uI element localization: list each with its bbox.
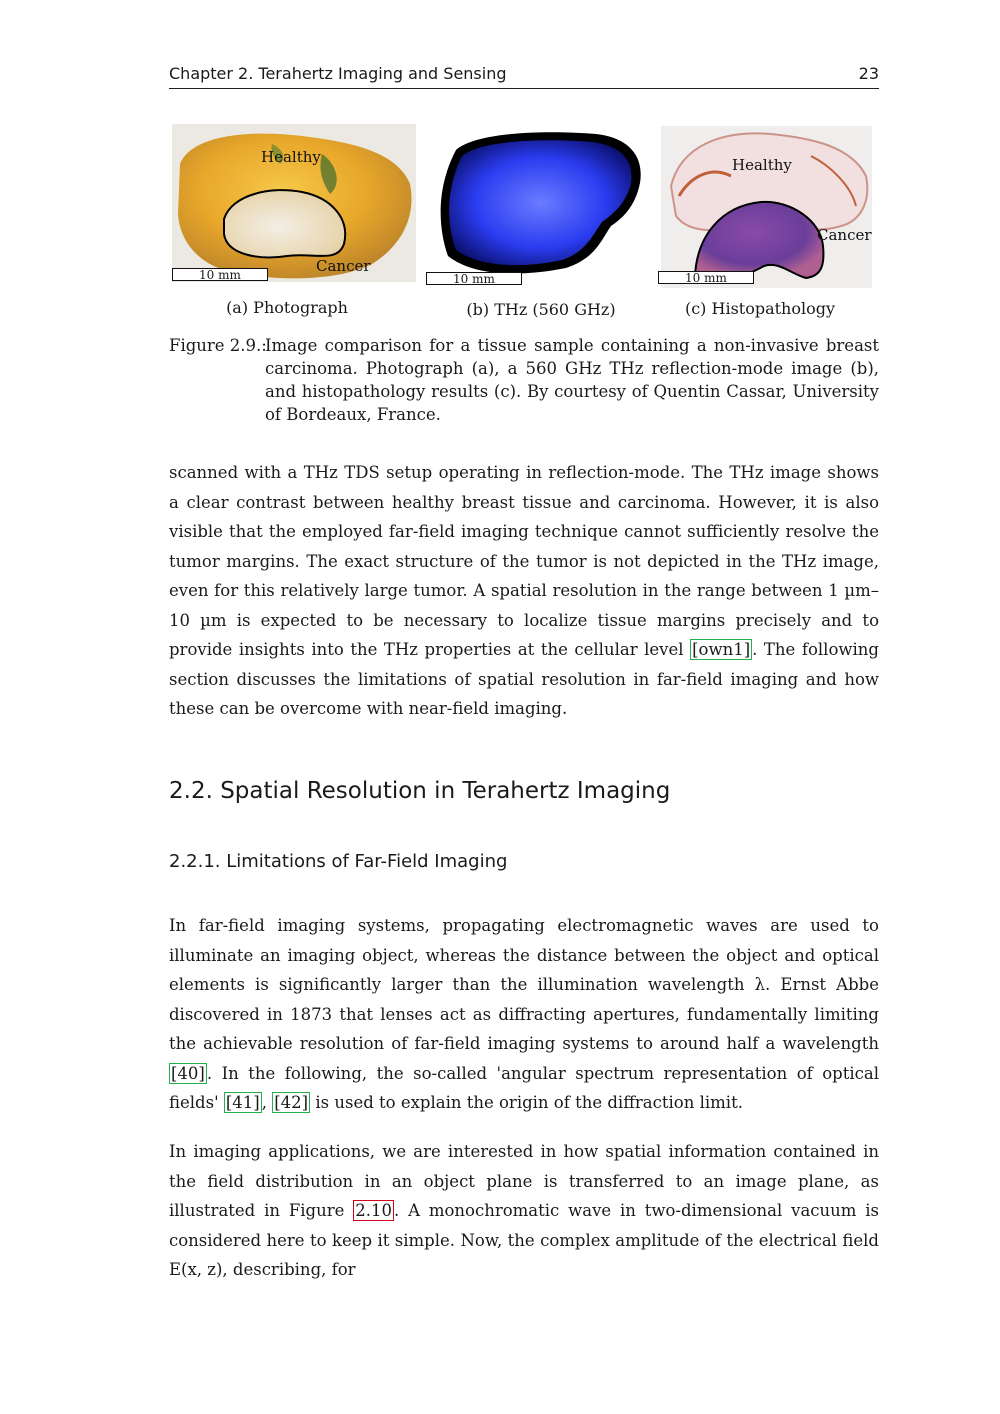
body-paragraph-3: In imaging applications, we are interested in how spatial information contained in the field distribution in an object plane is transferred to an image plane, as illustrated in Figure 2.10 . A monochromatic wave in two-dimensional vacuum is considered here to keep it simple. Now, the complex amplitude of the electrical field E(x, z), describing, for [169, 1142, 880, 1279]
photograph-scale-bar: 10 mm [172, 268, 268, 281]
histopathology-healthy-label: Healthy [732, 156, 792, 174]
figure-panel-thz [436, 128, 646, 278]
histopathology-image [661, 126, 872, 288]
figure-panel-histopathology [661, 126, 872, 288]
figure-caption [169, 334, 879, 426]
histopathology-scale-bar: 10 mm [658, 271, 754, 284]
running-header [169, 62, 879, 89]
figure-reference-2-10[interactable]: 2.10 [355, 1201, 392, 1220]
chapter-title: Chapter 2. Terahertz Imaging and Sensing [169, 64, 507, 83]
histopathology-cancer-label: Cancer [817, 226, 872, 244]
body-paragraph-1: scanned with a THz TDS setup operating in reflection-mode. The THz image shows a clear contrast between healthy breast tissue and carcinoma. However, it is also visible that the employed far-field imaging technique cannot sufficiently resolve the tumor margins. The exact structure of the tumor is not depicted in the THz image, even for this relatively large tumor. A spatial resolution in the range between 1 µm–10 µm is expected to be necessary to localize tissue margins precisely and to provide insights into the THz properties at the cellular level [own1] . The following section discusses the limitations of spatial resolution in far-field imaging and how these can be overcome with near-field imaging. [169, 463, 879, 718]
subcaption-c: (c) Histopathology [684, 299, 836, 318]
photograph-cancer-label: Cancer [316, 257, 371, 275]
subcaption-a: (a) Photograph [226, 298, 348, 317]
citation-42[interactable]: [42] [274, 1093, 309, 1112]
subsection-heading: 2.2.1. Limitations of Far-Field Imaging [169, 851, 508, 872]
section-heading: 2.2. Spatial Resolution in Terahertz Imaging [169, 778, 671, 804]
photograph-healthy-label: Healthy [261, 148, 321, 166]
citation-41[interactable]: [41] [225, 1093, 260, 1112]
citation-40[interactable]: [40] [171, 1063, 205, 1083]
page-number: 23 [858, 64, 879, 83]
thz-image [436, 128, 646, 278]
figure-caption-text: Image comparison for a tissue sample containing a non-invasive breast carcinoma. Photograph (a), a 560 GHz THz reflection-mode image (b), and histopathology results (c). By courtesy of Quentin Cassar, University of Bordeaux, France. [265, 336, 879, 424]
body-paragraph-2: In far-field imaging systems, propagating electromagnetic waves are used to illuminate an imaging object, whereas the distance between the object and optical elements is significantly larger than the illumination wavelength λ. Ernst Abbe discovered in 1873 that lenses act as diffracting apertures, fundamentally limiting the achievable resolution of far-field imaging systems to around half a wavelength [40] . In the following, the so-called 'angular spectrum representation of optical fields' [41] , [42] is used to explain the origin of the diffraction limit. [169, 916, 879, 1112]
subcaption-b: (b) THz (560 GHz) [466, 300, 616, 319]
thz-scale-bar: 10 mm [426, 272, 522, 285]
citation-own1[interactable]: [own1] [692, 640, 751, 659]
figure-caption-label: Figure 2.9.: [169, 336, 267, 355]
